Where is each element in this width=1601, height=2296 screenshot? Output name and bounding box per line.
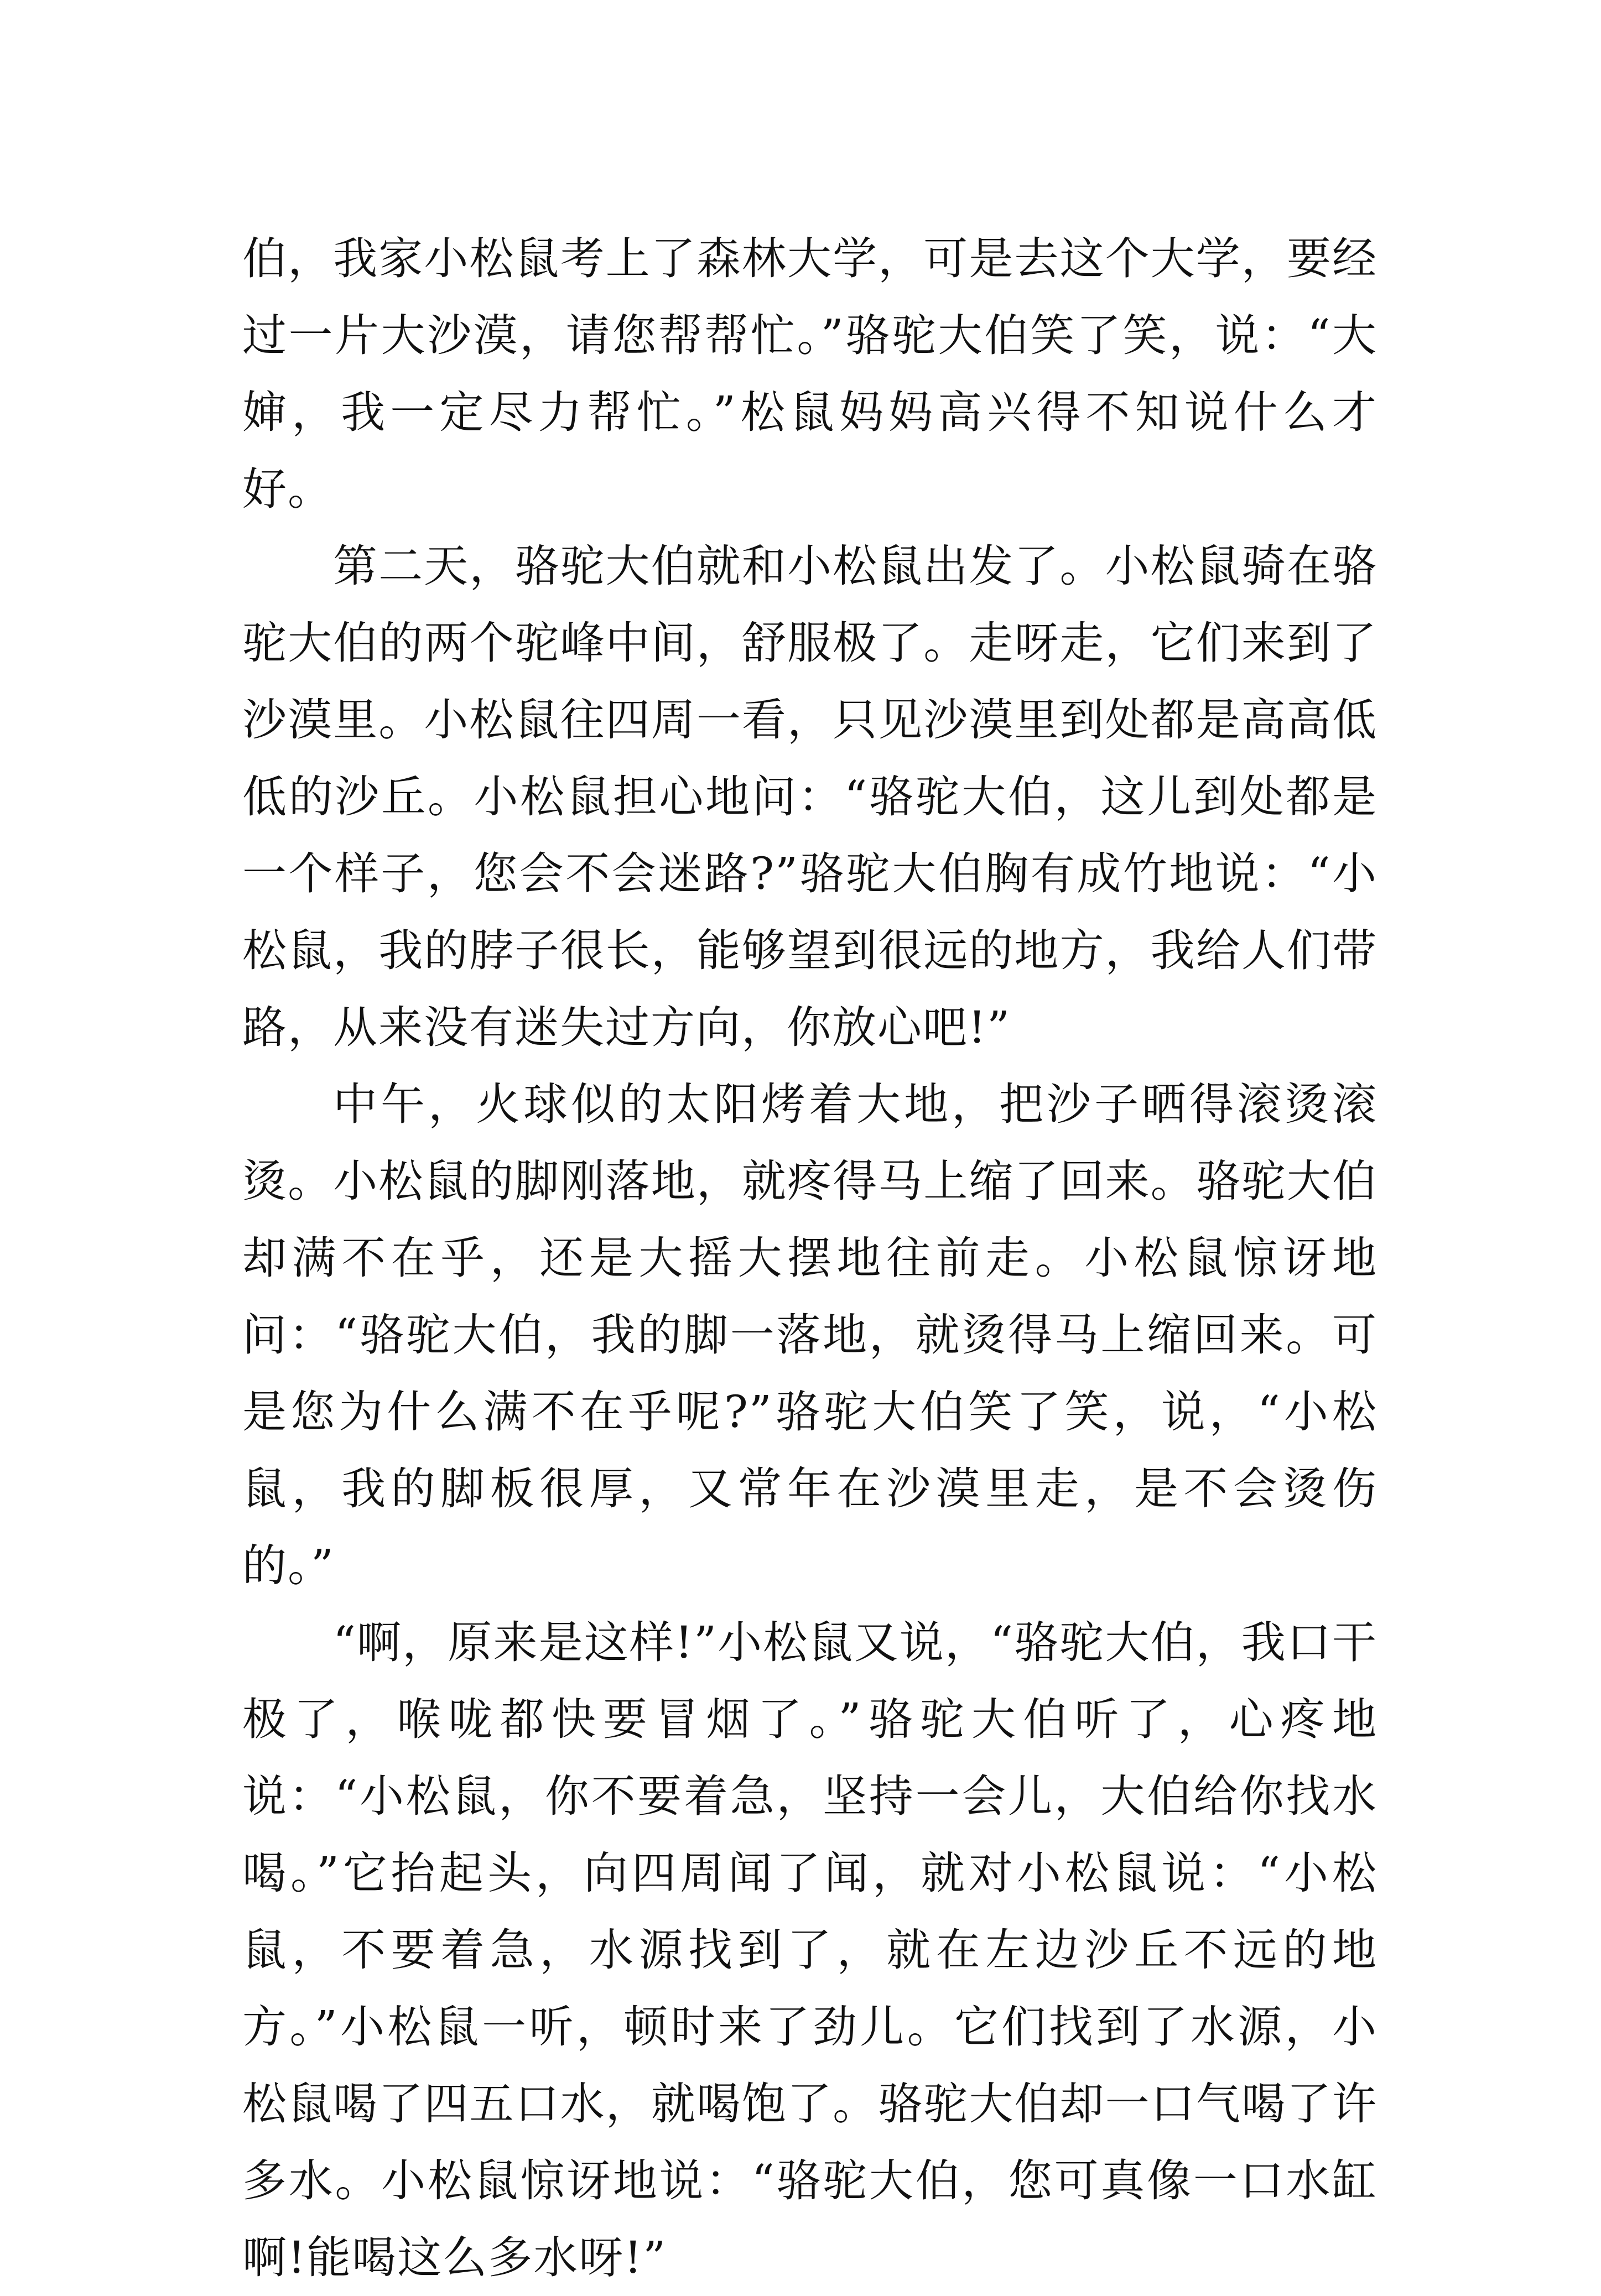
paragraph-2: 第二天，骆驼大伯就和小松鼠出发了。小松鼠骑在骆驼大伯的两个驼峰中间，舒服极了。走呀走，它们来到了沙漠里。小松鼠往四周一看，只见沙漠里到处都是高高低低的沙丘。小松鼠担心地问：“骆驼大伯，这儿到处都是一个样子，您会不会迷路?”骆驼大伯胸有成竹地说：“小松鼠，我的脖子很长，能够望到很远的地方，我给人们带路，从来没有迷失过方向，你放心吧!” <box>242 540 1378 1053</box>
paragraph-3: 中午，火球似的太阳烤着大地，把沙子晒得滚烫滚烫。小松鼠的脚刚落地，就疼得马上缩了回来。骆驼大伯却满不在乎，还是大摇大摆地往前走。小松鼠惊讶地问：“骆驼大伯，我的脚一落地，就烫得马上缩回来。可是您为什么满不在乎呢?”骆驼大伯笑了笑，说，“小松鼠，我的脚板很厚，又常年在沙漠里走，是不会烫伤的。” <box>242 1079 1378 1591</box>
story-text <box>242 220 1378 2296</box>
paragraph-1: 伯，我家小松鼠考上了森林大学，可是去这个大学，要经过一片大沙漠，请您帮帮忙。”骆驼大伯笑了笑，说：“大婶，我一定尽力帮忙。”松鼠妈妈高兴得不知说什么才好。 <box>242 233 1378 515</box>
paragraph-4: “啊，原来是这样!”小松鼠又说，“骆驼大伯，我口干极了，喉咙都快要冒烟了。”骆驼大伯听了，心疼地说：“小松鼠，你不要着急，坚持一会儿，大伯给你找水喝。”它抬起头，向四周闻了闻，就对小松鼠说：“小松鼠，不要着急，水源找到了，就在左边沙丘不远的地方。”小松鼠一听，顿时来了劲儿。它们找到了水源，小松鼠喝了四五口水，就喝饱了。骆驼大伯却一口气喝了许多水。小松鼠惊讶地说：“骆驼大伯，您可真像一口水缸啊!能喝这么多水呀!” <box>242 1617 1378 2283</box>
